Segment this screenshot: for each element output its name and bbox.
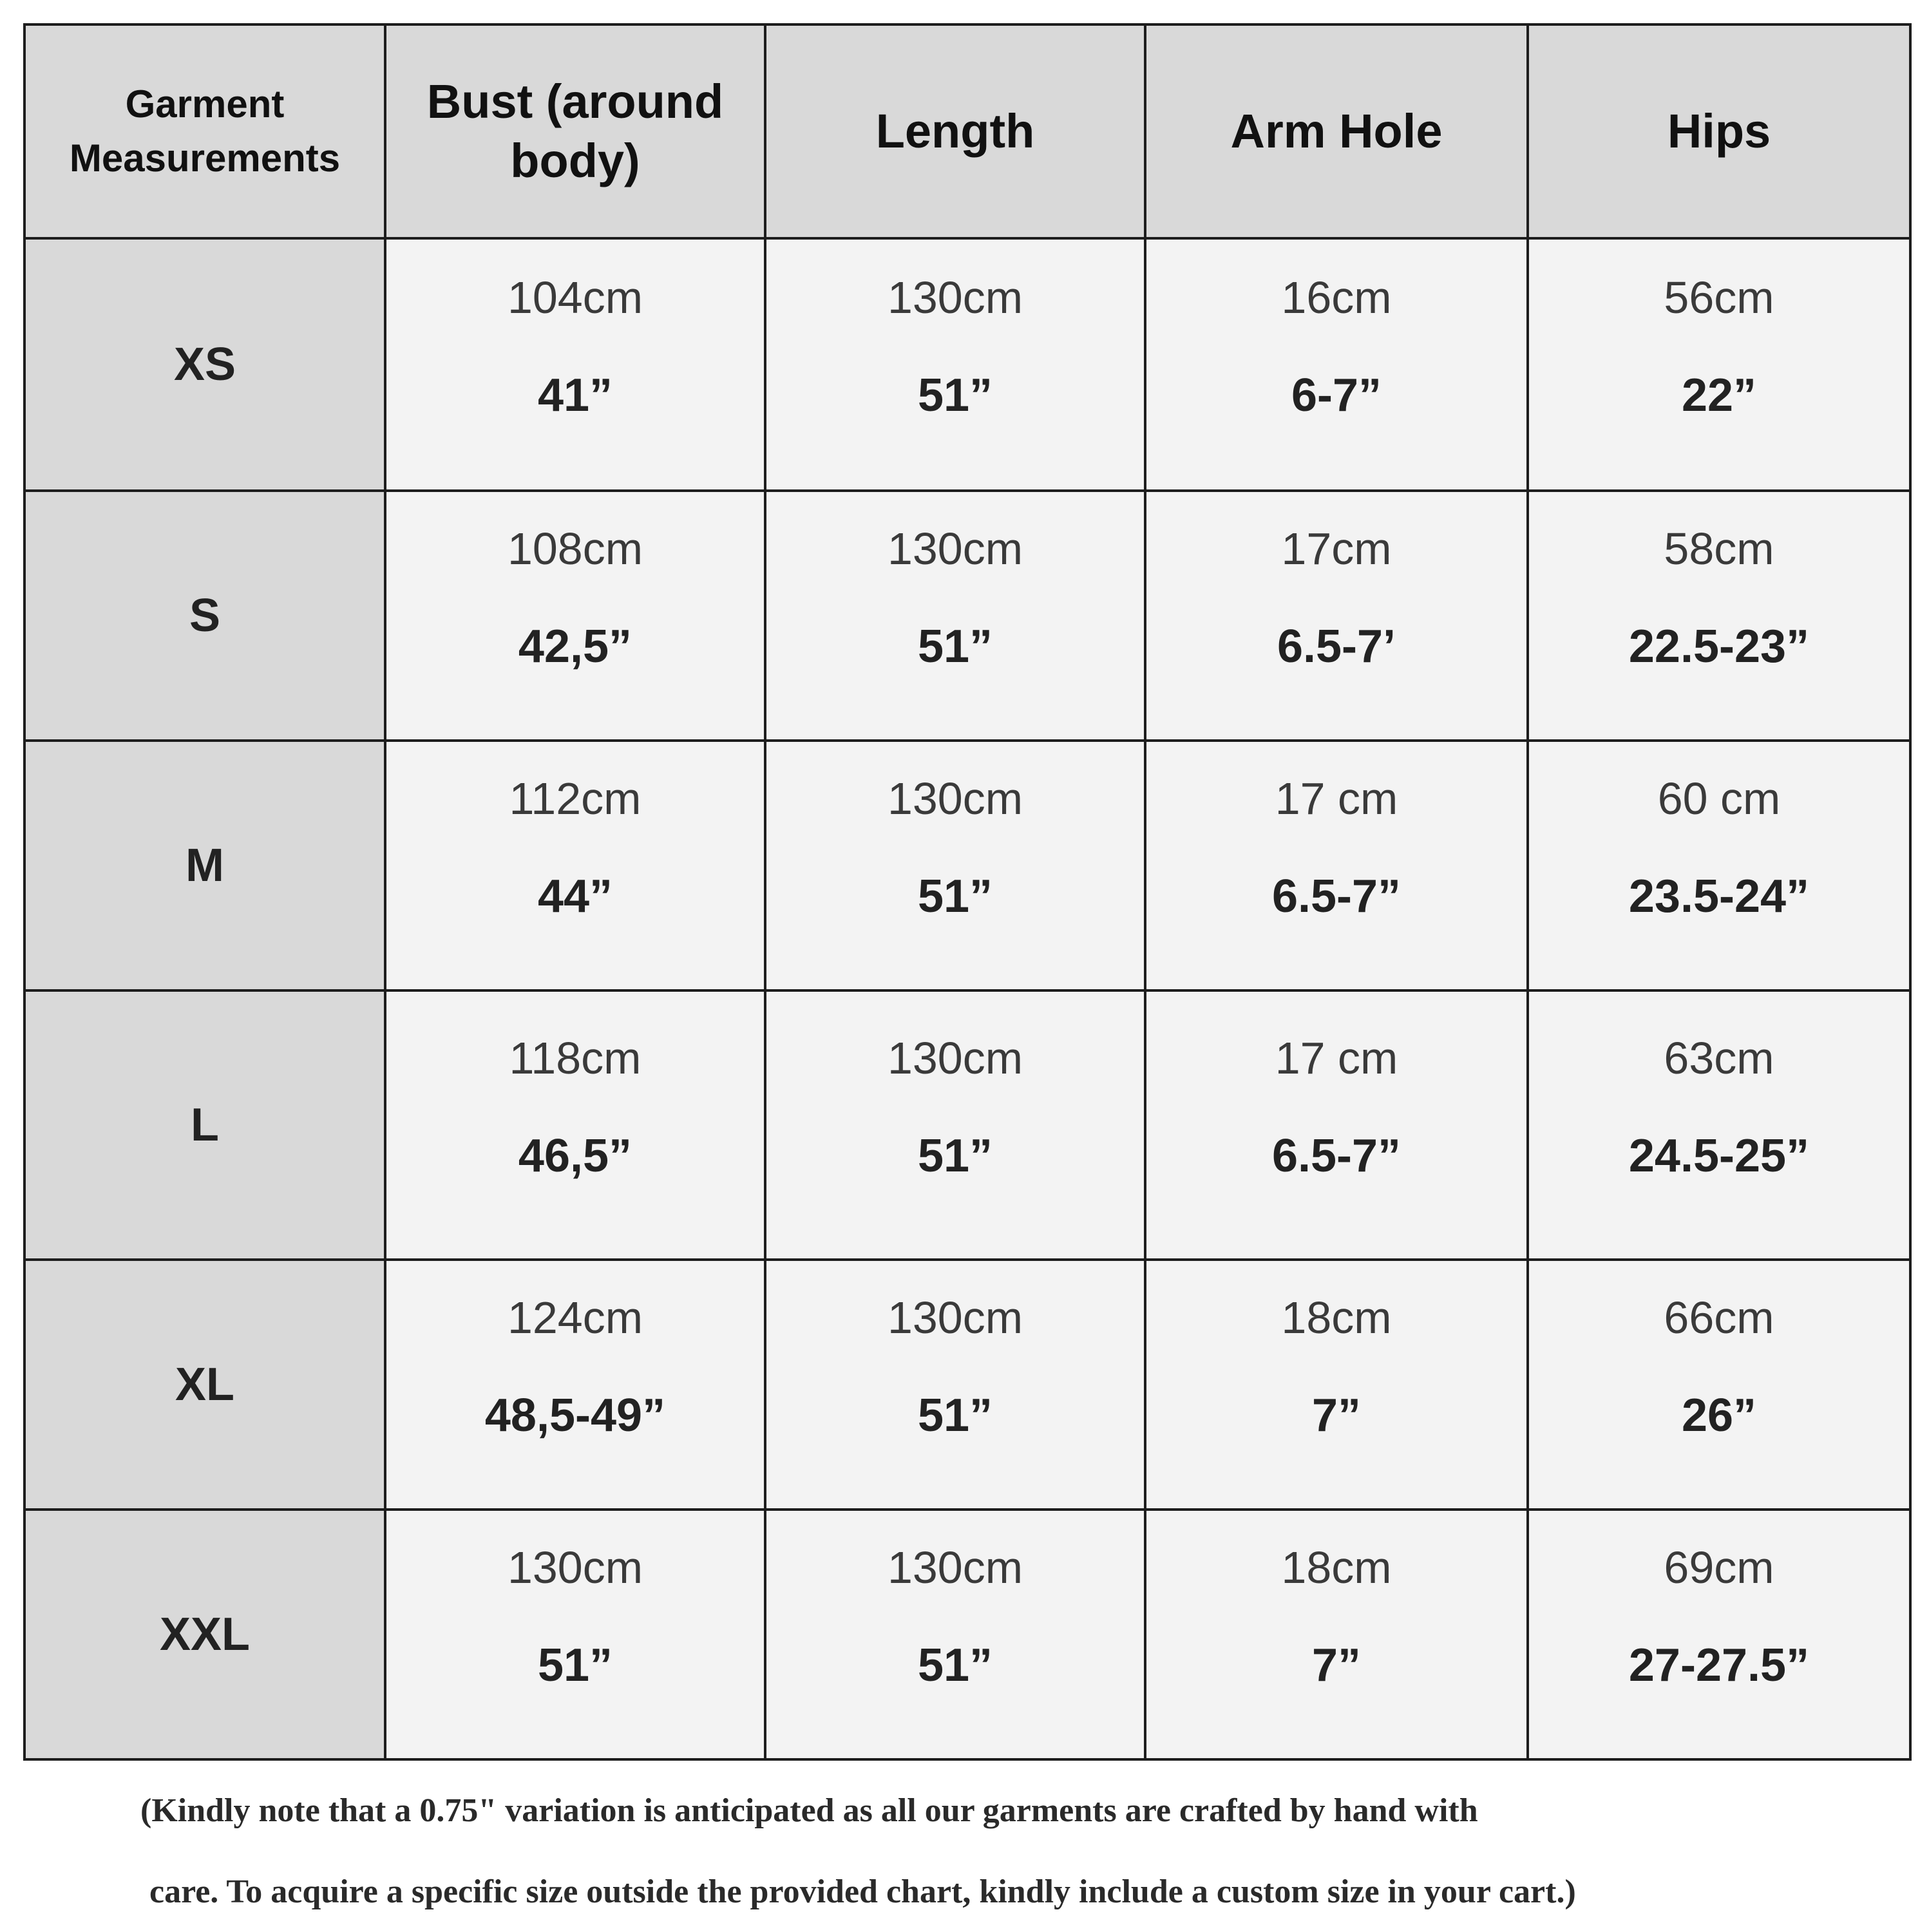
arm-hole-cell [1145,741,1528,990]
hips-cell [1528,238,1910,491]
cm-value: 130cm [887,1033,1023,1083]
inch-value: 27-27.5” [1628,1640,1810,1691]
inch-value: 51” [537,1640,613,1691]
cm-value: 130cm [887,1542,1023,1593]
inch-value: 51” [917,1390,993,1441]
note-line-2: care. To acquire a specific size outside the provided chart, kindly include a custom size in your cart.) [149,1873,1576,1910]
length-cell [765,741,1145,990]
inch-value: 51” [917,370,993,421]
inch-value: 51” [917,1640,993,1691]
inch-value: 22” [1681,370,1757,421]
cm-value: 56cm [1664,272,1774,323]
size-label: L [24,990,385,1260]
size-label: XXL [24,1510,385,1759]
inch-value: 22.5-23” [1628,621,1810,672]
table-row [24,990,1910,1260]
inch-value: 7” [1311,1640,1362,1691]
hips-cell [1528,990,1910,1260]
cm-value: 17cm [1281,524,1392,574]
bust-cell [385,238,765,491]
cm-value: 130cm [507,1542,643,1593]
inch-value: 6.5-7” [1271,871,1402,922]
inch-value: 41” [537,370,613,421]
cm-value: 18cm [1281,1542,1392,1593]
table-row [24,491,1910,741]
cm-value: 58cm [1664,524,1774,574]
cm-value: 16cm [1281,272,1392,323]
size-label: XS [24,238,385,491]
arm-hole-cell [1145,1510,1528,1759]
bust-cell [385,1510,765,1759]
arm-hole-cell [1145,990,1528,1260]
inch-value: 51” [917,871,993,922]
table-row [24,238,1910,491]
length-cell [765,990,1145,1260]
inch-value: 48,5-49” [484,1390,666,1441]
cm-value: 130cm [887,524,1023,574]
bust-cell [385,741,765,990]
arm-hole-cell [1145,238,1528,491]
cm-value: 69cm [1664,1542,1774,1593]
cm-value: 17 cm [1275,1033,1398,1083]
cm-value: 66cm [1664,1293,1774,1343]
cm-value: 112cm [509,773,641,824]
cm-value: 60 cm [1657,773,1781,824]
bust-cell [385,491,765,741]
hips-cell [1528,491,1910,741]
cm-value: 17 cm [1275,773,1398,824]
inch-value: 46,5” [518,1130,632,1182]
arm-hole-cell [1145,1260,1528,1510]
bust-cell [385,990,765,1260]
inch-value: 51” [917,621,993,672]
size-chart-table [23,23,1912,1761]
cm-value: 130cm [887,773,1023,824]
length-cell [765,1510,1145,1759]
cm-value: 104cm [507,272,643,323]
header-row [24,24,1910,238]
hips-cell [1528,1510,1910,1759]
arm-hole-cell [1145,491,1528,741]
header-bust: Bust (around body) [385,24,765,238]
header-hips: Hips [1528,24,1910,238]
hips-cell [1528,741,1910,990]
hips-cell [1528,1260,1910,1510]
length-cell [765,1260,1145,1510]
cm-value: 124cm [507,1293,643,1343]
inch-value: 6-7” [1291,370,1382,421]
size-label: M [24,741,385,990]
note-line-1: (Kindly note that a 0.75" variation is anticipated as all our garments are crafted by hand with [140,1792,1478,1829]
length-cell [765,491,1145,741]
cm-value: 130cm [887,1293,1023,1343]
inch-value: 6.5-7’ [1277,621,1396,672]
inch-value: 26” [1681,1390,1757,1441]
table-row [24,741,1910,990]
cm-value: 118cm [509,1033,641,1083]
cm-value: 18cm [1281,1293,1392,1343]
header-garment-measurements: Garment Measurements [24,24,385,238]
size-label: XL [24,1260,385,1510]
inch-value: 24.5-25” [1628,1130,1810,1182]
inch-value: 7” [1311,1390,1362,1441]
header-length: Length [765,24,1145,238]
inch-value: 6.5-7” [1271,1130,1402,1182]
inch-value: 44” [537,871,613,922]
table-row [24,1510,1910,1759]
bust-cell [385,1260,765,1510]
cm-value: 130cm [887,272,1023,323]
size-label: S [24,491,385,741]
header-arm-hole: Arm Hole [1145,24,1528,238]
table-row [24,1260,1910,1510]
cm-value: 108cm [507,524,643,574]
cm-value: 63cm [1664,1033,1774,1083]
inch-value: 42,5” [518,621,632,672]
inch-value: 51” [917,1130,993,1182]
inch-value: 23.5-24” [1628,871,1810,922]
length-cell [765,238,1145,491]
